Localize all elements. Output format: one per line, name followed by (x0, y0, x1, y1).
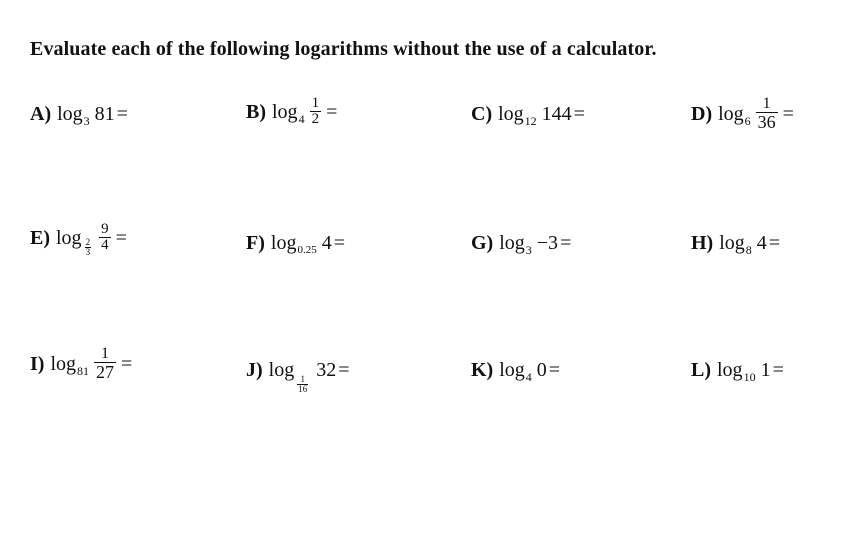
log-base: 81 (77, 363, 90, 378)
fraction-numerator: 2 (85, 237, 91, 247)
log-base: 3 (525, 243, 532, 257)
log-base: 6 (744, 113, 751, 128)
log-base: 4 (525, 370, 532, 384)
problem-a (30, 103, 128, 128)
equals-sign: = (333, 232, 345, 254)
equals-sign: = (115, 226, 127, 249)
fraction-numerator: 1 (311, 95, 320, 111)
log-text: log (268, 359, 295, 381)
fraction-denominator: 3 (85, 247, 91, 257)
log-base: 0.25 (297, 243, 317, 256)
fraction-denominator: 27 (96, 362, 115, 382)
log-text: log (718, 102, 744, 125)
fraction-numerator: 1 (300, 373, 305, 384)
log-argument-fraction (94, 346, 116, 381)
problem-label: G) (471, 232, 494, 254)
problem-j (246, 359, 350, 394)
equals-sign: = (772, 359, 784, 381)
problem-label: J) (246, 359, 263, 381)
problem-k (471, 359, 561, 384)
log-argument: 81 (94, 103, 115, 125)
log-argument: 144 (541, 103, 572, 125)
equals-sign: = (573, 103, 585, 125)
log-argument: 1 (760, 359, 771, 381)
base-fraction (85, 238, 92, 257)
base-fraction (297, 375, 308, 394)
fraction-denominator: 16 (298, 383, 308, 394)
problem-e (30, 221, 127, 257)
log-text: log (56, 226, 82, 249)
problem-label: I) (30, 352, 45, 375)
log-text: log (717, 359, 743, 381)
log-argument-fraction (310, 96, 322, 127)
equals-sign: = (768, 232, 781, 254)
log-base (83, 238, 95, 257)
log-text: log (50, 352, 77, 375)
problem-label: K) (471, 359, 494, 381)
problem-label: A) (30, 103, 52, 125)
problem-c (471, 103, 585, 128)
log-text: log (499, 232, 525, 254)
problem-label: E) (30, 226, 50, 249)
log-argument: 4 (321, 232, 332, 254)
problem-label: F) (246, 232, 265, 254)
problem-i (30, 346, 132, 381)
fraction-denominator: 36 (757, 112, 776, 132)
log-argument: −3 (536, 232, 559, 254)
log-base: 4 (298, 111, 305, 126)
fraction-denominator: 2 (311, 111, 320, 127)
problem-g (471, 232, 572, 257)
problem-label: D) (691, 102, 713, 125)
log-argument: 4 (756, 232, 767, 254)
log-text: log (57, 103, 83, 125)
log-base: 12 (524, 114, 537, 128)
fraction-denominator: 4 (101, 237, 109, 253)
log-argument: 32 (316, 359, 337, 381)
fraction-numerator: 1 (101, 345, 110, 362)
fraction-numerator: 1 (762, 95, 771, 112)
log-text: log (270, 232, 297, 254)
equals-sign: = (782, 102, 794, 125)
log-argument: 0 (536, 359, 547, 381)
equals-sign: = (121, 352, 133, 375)
log-base (295, 375, 311, 394)
log-text: log (719, 232, 745, 254)
log-text: log (498, 103, 524, 125)
equals-sign: = (326, 100, 338, 123)
log-text: log (499, 359, 525, 381)
problem-label: B) (246, 100, 266, 123)
instructions-heading: Evaluate each of the following logarithms without the use of a calculator. (30, 38, 657, 60)
log-argument-fraction (99, 222, 111, 253)
problem-f (246, 232, 345, 256)
log-base: 8 (745, 243, 752, 257)
equals-sign: = (116, 103, 128, 125)
log-base: 3 (83, 114, 90, 128)
log-text: log (272, 100, 298, 123)
problem-label: C) (471, 103, 493, 125)
equals-sign: = (338, 359, 350, 381)
log-base: 10 (743, 370, 756, 384)
problem-label: L) (691, 359, 711, 381)
problem-l (691, 359, 784, 384)
fraction-numerator: 9 (101, 221, 109, 237)
equals-sign: = (560, 232, 572, 254)
problem-d (691, 96, 794, 131)
equals-sign: = (548, 359, 561, 381)
problem-label: H) (691, 232, 714, 254)
problem-h (691, 232, 781, 257)
problem-b (246, 96, 337, 127)
log-argument-fraction (756, 96, 778, 131)
